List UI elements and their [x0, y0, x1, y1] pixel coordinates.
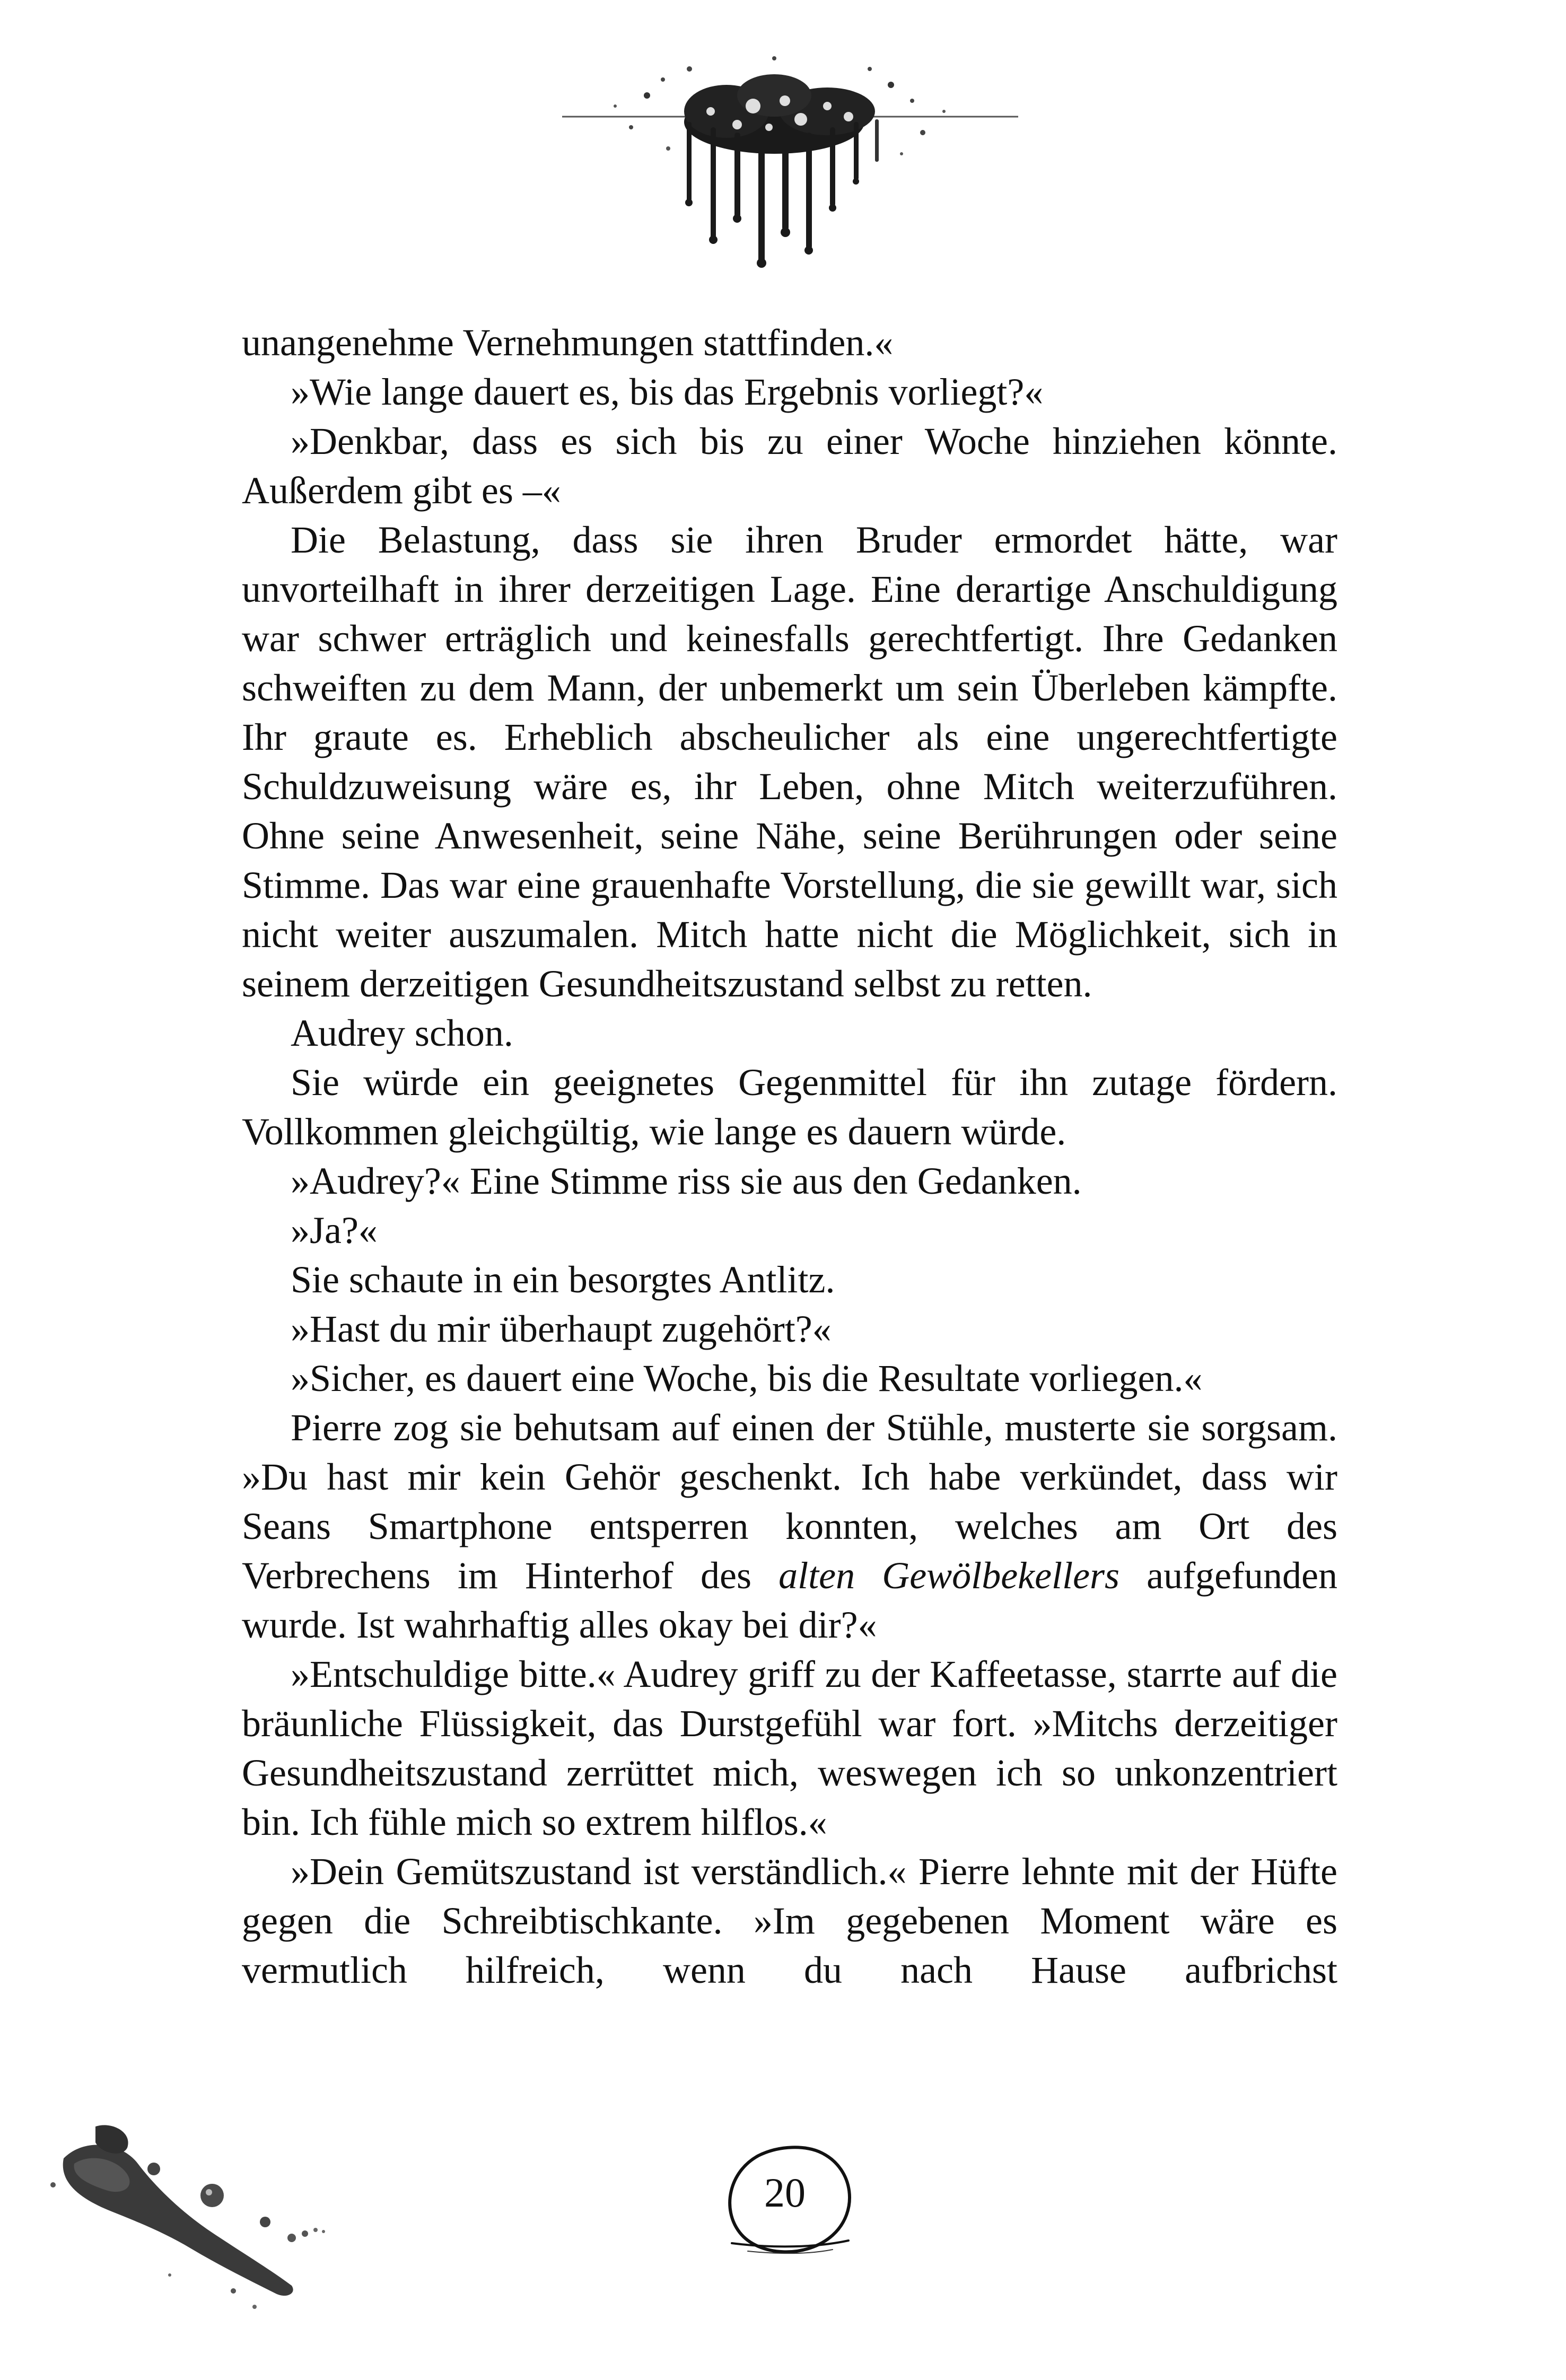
- paragraph: »Ja?«: [291, 1209, 378, 1252]
- body-text: [242, 318, 1337, 1995]
- paragraph: Die Belastung, dass sie ihren Bruder ermordet hätte, war unvorteilhaft in ihrer derzeitigen Lage. Eine derartige Anschuldigung war schwer erträglich und keinesfalls gerechtfertigt. Ihre Gedanken schweiften zu dem Mann, der unbemerkt um sein Überleben kämpfte. Ihr graute es. Erheblich abscheulicher als eine ungerechtfertigte Schuldzuweisung wäre es, ihr Leben, ohne Mitch weiterzuführen. Ohne seine Anwesenheit, seine Nähe, seine Berührungen oder seine Stimme. Das war eine grauenhafte Vorstellung, die sie gewillt war, sich nicht weiter auszumalen. Mitch hatte nicht die Möglichkeit, sich in seinem derzeitigen Gesundheitszustand selbst zu retten.: [242, 519, 1337, 1005]
- page-number: 20: [764, 2169, 806, 2216]
- paragraph: Sie schaute in ein besorgtes Antlitz.: [291, 1258, 835, 1301]
- paragraph-text: Pierre zog sie behutsam auf einen der Stühle, musterte sie sorgsam. »Du hast mir kein Gehör geschenkt. Ich habe verkündet, dass wir Seans Smartphone entsperren konnten, welches am Ort des Verbrechens im Hinterhof des: [242, 1406, 1337, 1597]
- paragraph: »Dein Gemütszustand ist verständlich.« Pierre lehnte mit der Hüfte gegen die Schreibtischkante. »Im gegebenen Moment wäre es vermutlich hilfreich, wenn du nach Hause aufbrichst: [242, 1850, 1337, 1991]
- paragraph: Sie würde ein geeignetes Gegenmittel für ihn zutage fördern. Vollkommen gleichgültig, wie lange es dauern würde.: [242, 1061, 1337, 1153]
- paragraph: »Hast du mir überhaupt zugehört?«: [291, 1308, 832, 1350]
- paragraph: »Sicher, es dauert eine Woche, bis die Resultate vorliegen.«: [291, 1357, 1203, 1399]
- italic-place-name: alten Gewölbekellers: [778, 1554, 1120, 1597]
- paragraph: »Wie lange dauert es, bis das Ergebnis vorliegt?«: [291, 371, 1044, 413]
- paragraph: »Denkbar, dass es sich bis zu einer Woche hinziehen könnte. Außerdem gibt es –«: [242, 420, 1337, 512]
- paragraph-text: aufgefunden wurde. Ist wahrhaftig alles okay bei dir?«: [242, 1554, 1338, 1646]
- paragraph: [242, 1403, 1337, 1650]
- paragraph: »Entschuldige bitte.« Audrey griff zu der Kaffeetasse, starrte auf die bräunliche Flüssigkeit, das Durstgefühl war fort. »Mitchs derzeitiger Gesundheitszustand zerrüttet mich, weswegen ich so unkonzentriert bin. Ich fühle mich so extrem hilflos.«: [242, 1653, 1337, 1843]
- page-number-badge: [700, 2132, 870, 2264]
- ink-splatter-ornament: [552, 48, 1029, 281]
- ink-splash-decoration: [42, 2116, 371, 2328]
- paragraph: unangenehme Vernehmungen stattfinden.«: [242, 321, 894, 364]
- paragraph: Audrey schon.: [291, 1012, 513, 1054]
- paragraph: »Audrey?« Eine Stimme riss sie aus den Gedanken.: [291, 1160, 1082, 1202]
